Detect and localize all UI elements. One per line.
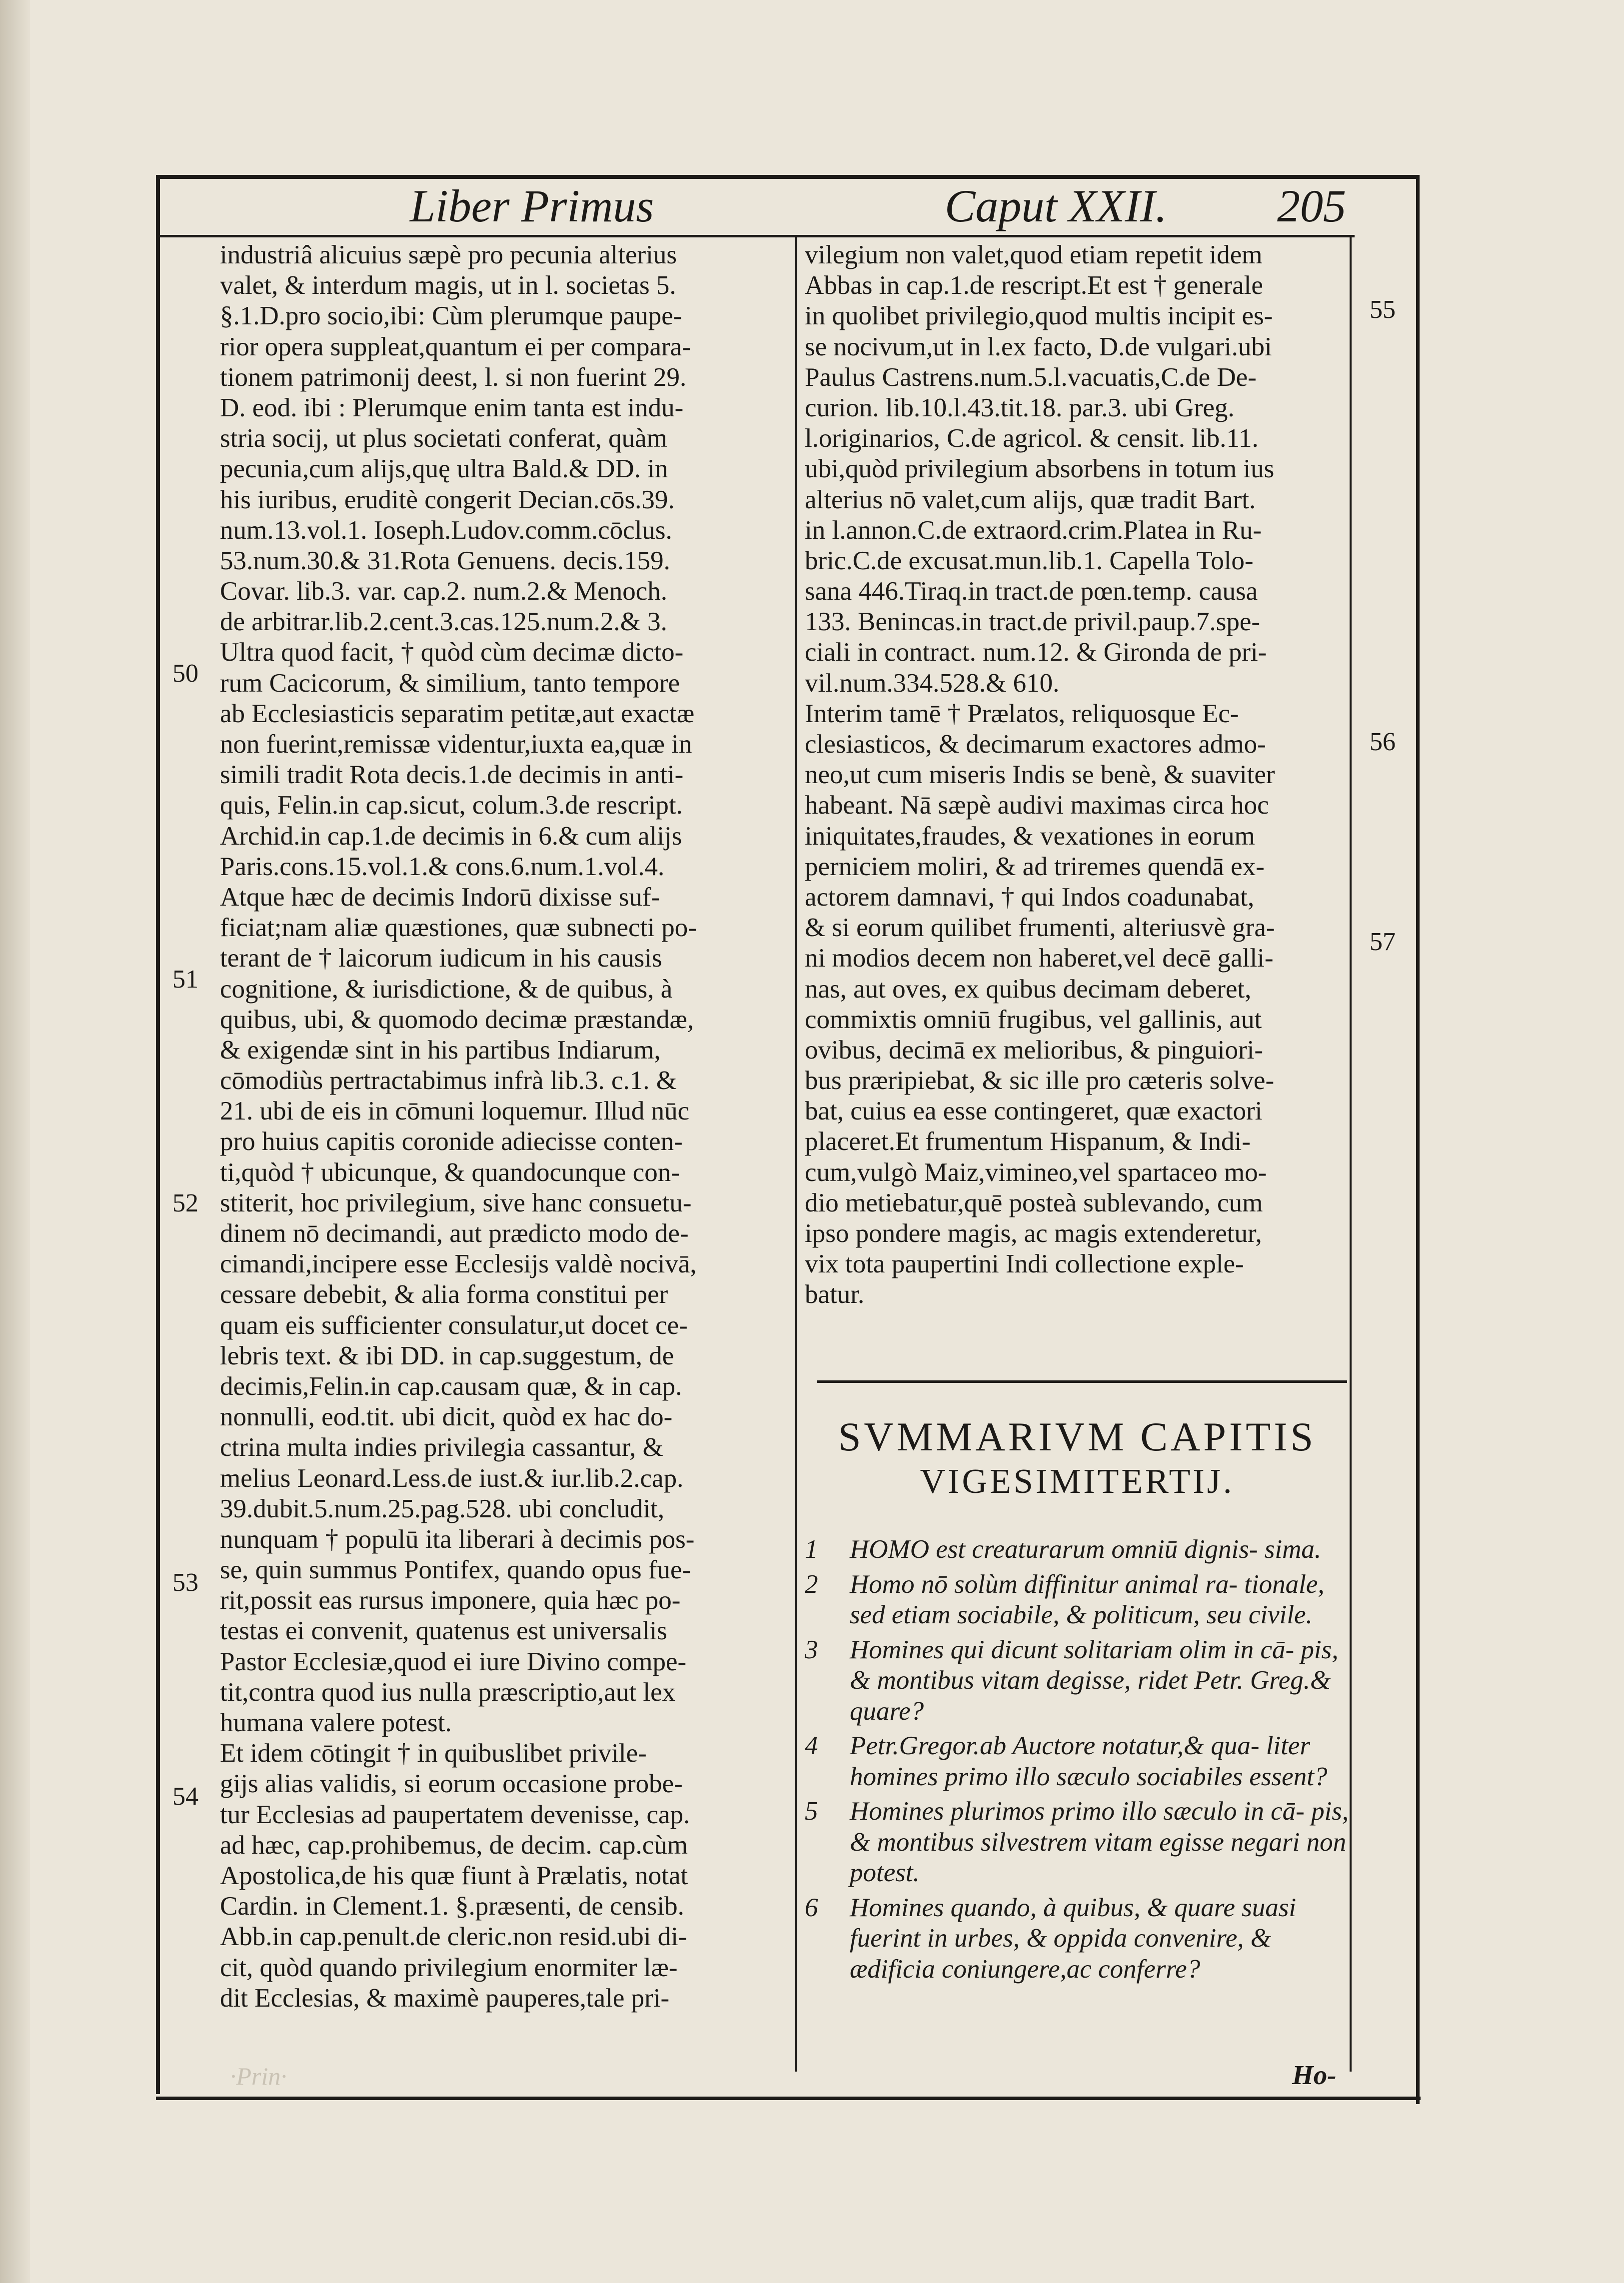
summary-list — [805, 1534, 1350, 1989]
text-line: rior opera suppleat,quantum ei per compara- — [220, 332, 691, 361]
text-line: batur. — [805, 1280, 865, 1309]
text-line: Cardin. in Clement.1. §.præsenti, de censib. — [220, 1892, 684, 1921]
summary-item — [805, 1796, 1350, 1889]
text-line: tionem patrimonij deest, l. si non fuerint 29. — [220, 362, 687, 392]
text-line: ti,quòd † ubicunque, & quandocunque con- — [220, 1157, 680, 1187]
text-line: nunquam † populū ita liberari à decimis pos- — [220, 1524, 695, 1554]
text-line: cimandi,incipere esse Ecclesijs valdè nocivā, — [220, 1249, 697, 1279]
margin-number-52: 52 — [172, 1189, 198, 1217]
margin-number-50: 50 — [172, 659, 198, 688]
text-line: cōmodiùs pertractabimus infrà lib.3. c.1. & — [220, 1066, 677, 1096]
text-line: 21. ubi de eis in cōmuni loquemur. Illud nūc — [220, 1097, 690, 1126]
text-line: sana 446.Tiraq.in tract.de pœn.temp. causa — [805, 577, 1258, 606]
text-line: vix tota paupertini Indi collectione exple- — [805, 1249, 1244, 1279]
text-line: dit Ecclesias, & maximè pauperes,tale pri- — [220, 1983, 670, 2013]
column-divider — [795, 237, 797, 2072]
margin-number-56: 56 — [1370, 728, 1396, 756]
text-line: stiterit, hoc privilegium, sive hanc consuetu- — [220, 1188, 692, 1217]
text-line: 53.num.30.& 31.Rota Genuens. decis.159. — [220, 546, 670, 575]
text-line: industriâ alicuius sæpè pro pecunia alterius — [220, 240, 677, 269]
text-line: l.originarios, C.de agricol. & censit. lib.11. — [805, 424, 1259, 453]
text-line: in quolibet privilegio,quod multis incipit es- — [805, 301, 1273, 331]
text-line: curion. lib.10.l.43.tit.18. par.3. ubi Greg. — [805, 393, 1235, 422]
page-number: 205 — [1277, 180, 1346, 231]
summary-item-text: Petr.Gregor.ab Auctore notatur,& qua- liter homines primo illo sæculo sociabiles essent? — [850, 1731, 1328, 1791]
summary-item-number: 2 — [805, 1569, 818, 1599]
text-line: Paris.cons.15.vol.1.& cons.6.num.1.vol.4. — [220, 852, 665, 881]
text-line: 133. Benincas.in tract.de privil.paup.7.spe- — [805, 607, 1261, 637]
summary-title: SVMMARIVM CAPITIS — [838, 1414, 1317, 1459]
summary-item-number: 5 — [805, 1797, 818, 1826]
margin-number-57: 57 — [1370, 928, 1396, 956]
text-line: & exigendæ sint in his partibus Indiarum, — [220, 1035, 661, 1065]
text-line: rit,possit eas rursus imponere, quia hæc po- — [220, 1586, 681, 1615]
text-line: placeret.Et frumentum Hispanum, & Indi- — [805, 1127, 1251, 1156]
margin-divider — [1350, 237, 1352, 2072]
text-line: Abbas in cap.1.de rescript.Et est † generale — [805, 271, 1263, 300]
text-line: §.1.D.pro socio,ibi: Cùm plerumque paupe- — [220, 301, 682, 331]
text-line: cum,vulgò Maiz,vimineo,vel spartaceo mo- — [805, 1157, 1267, 1187]
text-line: se, quin summus Pontifex, quando opus fue- — [220, 1555, 691, 1585]
text-line: de arbitrar.lib.2.cent.3.cas.125.num.2.& 3. — [220, 607, 667, 637]
summary-item — [805, 1569, 1350, 1631]
text-line: rum Cacicorum, & similium, tanto tempore — [220, 668, 680, 698]
text-line: ficiat;nam aliæ quæstiones, quæ subnecti po- — [220, 913, 697, 943]
text-line: tur Ecclesias ad paupertatem devenisse, cap. — [220, 1800, 690, 1829]
text-line: cognitione, & iurisdictione, & de quibus, à — [220, 974, 673, 1004]
page-edge-shadow — [0, 0, 30, 2283]
margin-number-54: 54 — [172, 1782, 198, 1811]
summary-item — [805, 1731, 1350, 1792]
text-line: habeant. Nā sæpè audivi maximas circa hoc — [805, 791, 1269, 820]
summary-item-number: 3 — [805, 1635, 818, 1664]
text-line: D. eod. ibi : Plerumque enim tanta est indu- — [220, 393, 684, 422]
text-line: bric.C.de excusat.mun.lib.1. Capella Tolo- — [805, 546, 1254, 575]
right-text-column — [805, 240, 1350, 1310]
text-line: vilegium non valet,quod etiam repetit idem — [805, 240, 1263, 269]
text-line: alterius nō valet,cum alijs, quæ tradit Bart. — [805, 485, 1256, 514]
text-line: ubi,quòd privilegium absorbens in totum ius — [805, 454, 1275, 484]
text-line: Abb.in cap.penult.de cleric.non resid.ubi di- — [220, 1922, 687, 1952]
text-line: quis, Felin.in cap.sicut, colum.3.de rescript. — [220, 791, 683, 820]
text-line: quam eis sufficienter consulatur,ut docet ce- — [220, 1310, 688, 1340]
text-line: tit,contra quod ius nulla præscriptio,aut lex — [220, 1677, 676, 1707]
text-line: bat, cuius ea esse contingeret, quæ exactori — [805, 1097, 1263, 1126]
text-line: ad hæc, cap.prohibemus, de decim. cap.cùm — [220, 1830, 688, 1860]
text-line: ciali in contract. num.12. & Gironda de pri- — [805, 638, 1267, 667]
text-line: quibus, ubi, & quomodo decimæ præstandæ, — [220, 1005, 694, 1034]
text-line: ctrina multa indies privilegia cassantur, & — [220, 1433, 663, 1462]
text-line: his iuribus, eruditè congerit Decian.cōs.39. — [220, 485, 675, 514]
running-head-book: Liber Primus — [410, 180, 654, 231]
text-line: Paulus Castrens.num.5.l.vacuatis,C.de De- — [805, 362, 1257, 392]
text-line: actorem damnavi, † qui Indos coadunabat, — [805, 882, 1255, 912]
summary-item-text: Homines qui dicunt solitariam olim in cā- pis, & montibus vitam degisse, ridet Petr. Greg.& quare? — [850, 1635, 1339, 1726]
left-text-column — [220, 240, 770, 2014]
text-line: commixtis omniū frugibus, vel gallinis, aut — [805, 1005, 1262, 1034]
summary-subtitle: VIGESIMITERTIJ. — [920, 1462, 1235, 1501]
text-line: ab Ecclesiasticis separatim petitæ,aut exactæ — [220, 699, 695, 728]
summary-item-text: Homines quando, à quibus, & quare suasi fuerint in urbes, & oppida convenire, & ædificia coniungere,ac conferre? — [850, 1893, 1297, 1984]
summary-item-text: Homo nō solùm diffinitur animal ra- tionale, sed etiam sociabile, & politicum, seu civile. — [850, 1569, 1325, 1629]
running-head-chapter: Caput XXII. — [945, 180, 1167, 231]
text-line: simili tradit Rota decis.1.de decimis in anti- — [220, 760, 684, 790]
text-line: valet, & interdum magis, ut in l. societas 5. — [220, 271, 676, 300]
text-line: humana valere potest. — [220, 1708, 452, 1737]
text-line: gijs alias validis, si eorum occasione probe- — [220, 1769, 683, 1799]
text-line: ni modios decem non haberet,vel decē galli- — [805, 944, 1274, 973]
text-line: dinem nō decimandi, aut prædicto modo de- — [220, 1219, 689, 1248]
text-line: melius Leonard.Less.de iust.& iur.lib.2.cap. — [220, 1463, 684, 1493]
text-line: Pastor Ecclesiæ,quod ei iure Divino compe- — [220, 1647, 687, 1676]
text-line: Archid.in cap.1.de decimis in 6.& cum alijs — [220, 821, 682, 851]
text-line: Ultra quod facit, † quòd cùm decimæ dicto- — [220, 638, 684, 667]
summary-item-number: 4 — [805, 1731, 818, 1760]
text-line: Atque hæc de decimis Indorū dixisse suf- — [220, 882, 660, 912]
summary-item — [805, 1534, 1350, 1565]
frame-top-rule — [160, 175, 1420, 179]
text-line: stria socij, ut plus societati conferat, quàm — [220, 424, 667, 453]
show-through-text: ·Prin· — [230, 2062, 287, 2090]
text-line: pecunia,cum alijs,quę ultra Bald.& DD. in — [220, 454, 668, 484]
text-line: terant de † laicorum iudicum in his causis — [220, 944, 662, 973]
text-line: clesiasticos, & decimarum exactores admo- — [805, 730, 1266, 759]
margin-number-53: 53 — [172, 1568, 198, 1597]
text-line: ovibus, decimā ex melioribus, & pinguiori- — [805, 1035, 1264, 1065]
frame-bottom-rule — [156, 2097, 1421, 2100]
text-line: bus præripiebat, & sic ille pro cæteris solve- — [805, 1066, 1275, 1096]
text-line: dio metiebatur,quē posteà sublevando, cum — [805, 1188, 1263, 1217]
summary-item-text: Homines plurimos primo illo sæculo in cā- pis, & montibus silvestrem vitam egisse negari non potest. — [850, 1797, 1349, 1887]
text-line: Covar. lib.3. var. cap.2. num.2.& Menoch. — [220, 577, 667, 606]
summary-item — [805, 1635, 1350, 1727]
summary-item — [805, 1893, 1350, 1985]
text-line: vil.num.334.528.& 610. — [805, 668, 1060, 698]
text-line: iniquitates,fraudes, & vexationes in eorum — [805, 821, 1255, 851]
catchword: Ho- — [1292, 2060, 1337, 2090]
summary-item-number: 6 — [805, 1893, 818, 1922]
text-line: lebris text. & ibi DD. in cap.suggestum, de — [220, 1341, 674, 1370]
text-line: cit, quòd quando privilegium enormiter læ- — [220, 1953, 678, 1982]
text-line: Et idem cōtingit † in quibuslibet privile- — [220, 1739, 647, 1768]
text-line: num.13.vol.1. Ioseph.Ludov.comm.cōclus. — [220, 515, 672, 545]
text-line: & si eorum quilibet frumenti, alteriusvè gra- — [805, 913, 1275, 943]
text-line: se nocivum,ut in l.ex facto, D.de vulgari.ubi — [805, 332, 1272, 361]
text-line: testas ei convenit, quatenus est universalis — [220, 1616, 667, 1646]
text-line: 39.dubit.5.num.25.pag.528. ubi concludit, — [220, 1494, 665, 1523]
header-rule — [160, 235, 1355, 237]
text-line: Apostolica,de his quæ fiunt à Prælatis, notat — [220, 1861, 688, 1890]
text-line: in l.annon.C.de extraord.crim.Platea in Ru- — [805, 515, 1262, 545]
text-line: neo,ut cum miseris Indis se benè, & suaviter — [805, 760, 1275, 790]
summary-item-number: 1 — [805, 1535, 818, 1564]
text-line: ipso pondere magis, ac magis extenderetur, — [805, 1219, 1262, 1248]
summary-rule — [817, 1380, 1347, 1383]
text-line: Interim tamē † Prælatos, reliquosque Ec- — [805, 699, 1239, 728]
margin-number-51: 51 — [172, 965, 198, 994]
text-line: perniciem moliri, & ad triremes quendā ex- — [805, 852, 1265, 881]
text-line: decimis,Felin.in cap.causam quæ, & in cap. — [220, 1371, 682, 1401]
text-line: nonnulli, eod.tit. ubi dicit, quòd ex hac do- — [220, 1402, 673, 1432]
text-line: non fuerint,remissæ videntur,iuxta ea,quæ in — [220, 730, 692, 759]
margin-number-55: 55 — [1370, 295, 1396, 324]
text-line: nas, aut oves, ex quibus decimam deberet, — [805, 974, 1252, 1004]
text-line: pro huius capitis coronide adiecisse conten- — [220, 1127, 683, 1156]
frame-right-rule — [1416, 175, 1420, 2104]
text-line: cessare debebit, & alia forma constitui per — [220, 1280, 668, 1309]
frame-left-rule — [156, 175, 160, 2094]
summary-item-text: HOMO est creaturarum omniū dignis- sima. — [850, 1535, 1322, 1564]
